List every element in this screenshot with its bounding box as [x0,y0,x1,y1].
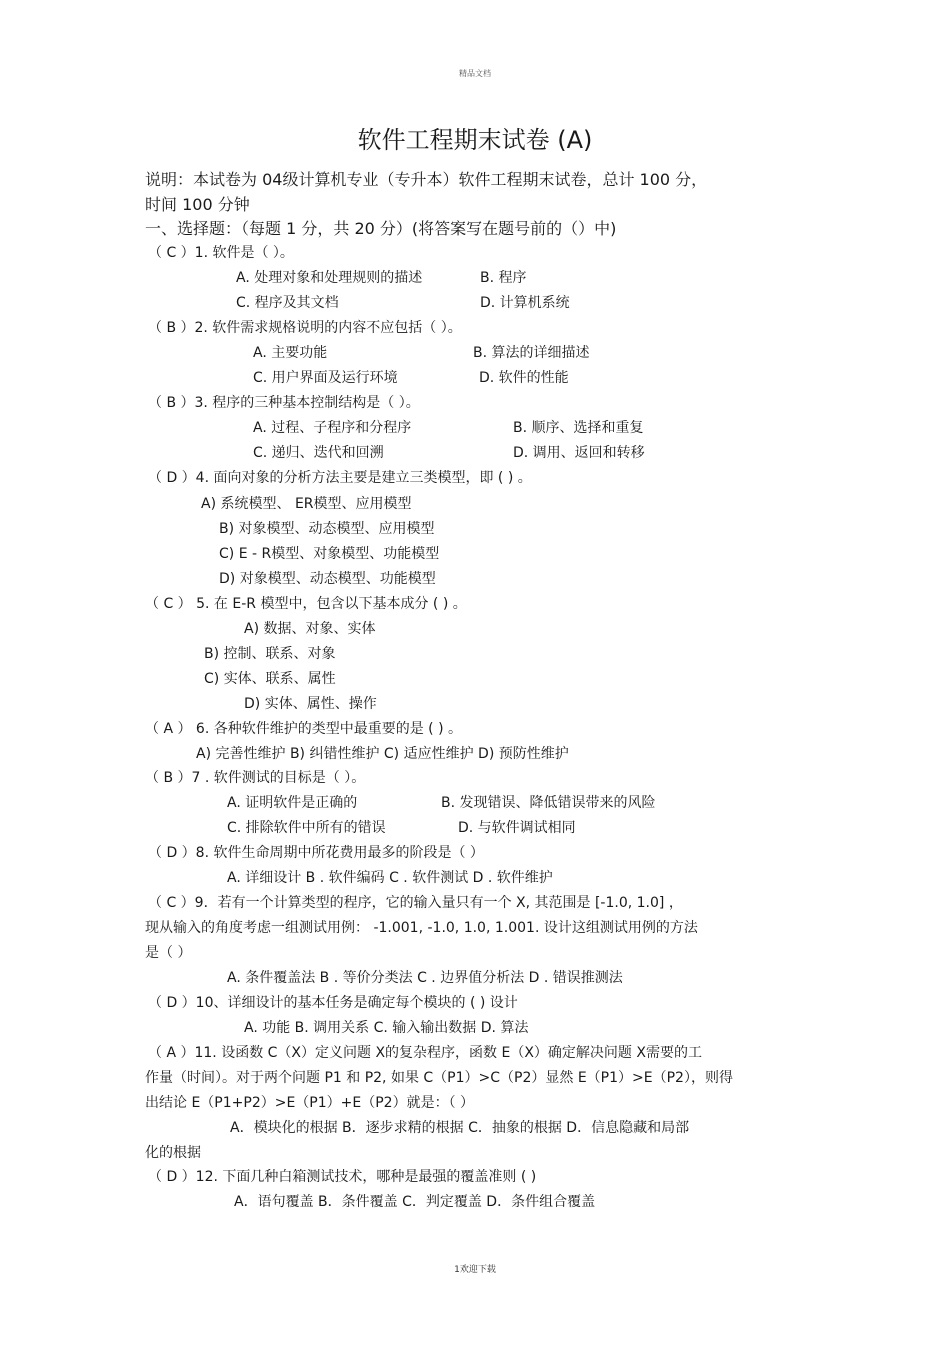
question-2-option-c: C. 用户界面及运行环境 [253,370,398,386]
intro-line-1: 说明：本试卷为 04级计算机专业（专升本）软件工程期末试卷，总计 100 分， [145,170,708,189]
section-heading-choice: 一、选择题：（每题 1 分，共 20 分）(将答案写在题号前的（）中) [145,219,617,238]
question-7-option-b: B. 发现错误、降低错误带来的风险 [441,795,656,811]
question-5-option-b: B) 控制、联系、对象 [204,646,336,662]
question-6-options: A) 完善性维护 B) 纠错性维护 C) 适应性维护 D) 预防性维护 [196,746,569,762]
page-header: 精品文档 [459,69,491,78]
intro-line-2: 时间 100 分钟 [145,195,250,214]
question-1-option-c: C. 程序及其文档 [236,295,339,311]
question-7-stem: （ B ）7 . 软件测试的目标是（ ）。 [145,770,366,786]
question-9-options: A. 条件覆盖法 B . 等价分类法 C . 边界值分析法 D . 错误推测法 [227,970,623,986]
question-10-stem: （ D ）10、详细设计的基本任务是确定每个模块的 ( ) 设计 [148,995,518,1011]
question-1-stem: （ C ）1. 软件是（ ）。 [148,245,294,261]
question-5-option-c: C) 实体、联系、属性 [204,671,336,687]
question-11-line-4: A．模块化的根据 B．逐步求精的根据 C．抽象的根据 D．信息隐藏和局部 [230,1120,690,1136]
question-7-option-a: A. 证明软件是正确的 [227,795,358,811]
question-12-options: A．语句覆盖 B．条件覆盖 C．判定覆盖 D．条件组合覆盖 [234,1194,596,1210]
question-9-line-3: 是（ ） [145,945,192,961]
question-8-options: A. 详细设计 B . 软件编码 C . 软件测试 D . 软件维护 [227,870,553,886]
question-7-option-c: C. 排除软件中所有的错误 [227,820,386,836]
question-4-option-b: B) 对象模型、动态模型、应用模型 [219,521,435,537]
question-1-option-b: B. 程序 [480,270,527,286]
question-4-stem: （ D ）4. 面向对象的分析方法主要是建立三类模型，即 ( ) 。 [148,470,532,486]
exam-title: 软件工程期末试卷 (A) [357,126,593,154]
question-11-line-1: （ A ）11. 设函数 C（X）定义问题 X的复杂程序，函数 E（X）确定解决问题 X需要的工 [148,1045,702,1061]
question-2-option-b: B. 算法的详细描述 [473,345,590,361]
question-2-option-d: D. 软件的性能 [479,370,569,386]
question-4-option-c: C) E - R模型、对象模型、功能模型 [219,546,440,562]
question-9-line-1: （ C ）9．若有一个计算类型的程序，它的输入量只有一个 X, 其范围是 [-1.0, 1.0] ， [148,895,683,911]
question-1-option-a: A. 处理对象和处理规则的描述 [236,270,423,286]
question-3-option-a: A. 过程、子程序和分程序 [253,420,412,436]
question-3-option-c: C. 递归、迭代和回溯 [253,445,384,461]
question-11-line-5: 化的根据 [145,1145,201,1161]
page-footer: 1欢迎下载 [454,1265,496,1275]
question-4-option-a: A) 系统模型、 ER模型、应用模型 [201,496,412,512]
question-2-stem: （ B ）2. 软件需求规格说明的内容不应包括（ ）。 [148,320,462,336]
question-8-stem: （ D ）8. 软件生命周期中所花费用最多的阶段是（ ） [148,845,484,861]
question-5-option-d: D) 实体、属性、操作 [244,696,377,712]
question-3-stem: （ B ）3. 程序的三种基本控制结构是（ ）。 [148,395,420,411]
question-1-option-d: D. 计算机系统 [480,295,570,311]
question-12-stem: （ D ）12. 下面几种白箱测试技术，哪种是最强的覆盖准则 ( ) [148,1169,537,1185]
question-6-stem: （ A ） 6. 各种软件维护的类型中最重要的是 ( ) 。 [145,721,463,737]
question-10-options: A. 功能 B. 调用关系 C. 输入输出数据 D. 算法 [244,1020,529,1036]
question-4-option-d: D) 对象模型、动态模型、功能模型 [219,571,436,587]
question-3-option-d: D. 调用、返回和转移 [513,445,645,461]
question-5-stem: （ C ） 5. 在 E-R 模型中，包含以下基本成分 ( ) 。 [145,596,467,612]
question-7-option-d: D. 与软件调试相同 [458,820,576,836]
question-11-line-2: 作量（时间）。对于两个问题 P1 和 P2, 如果 C（P1）>C（P2）显然 E（P1）>E（P2），则得 [145,1070,733,1086]
question-2-option-a: A. 主要功能 [253,345,328,361]
question-11-line-3: 出结论 E（P1+P2）>E（P1）+E（P2）就是：（ ） [145,1095,475,1111]
question-3-option-b: B. 顺序、选择和重复 [513,420,644,436]
question-5-option-a: A) 数据、对象、实体 [244,621,376,637]
question-9-line-2: 现从输入的角度考虑一组测试用例： -1.001, -1.0, 1.0, 1.001. 设计这组测试用例的方法 [145,920,698,936]
